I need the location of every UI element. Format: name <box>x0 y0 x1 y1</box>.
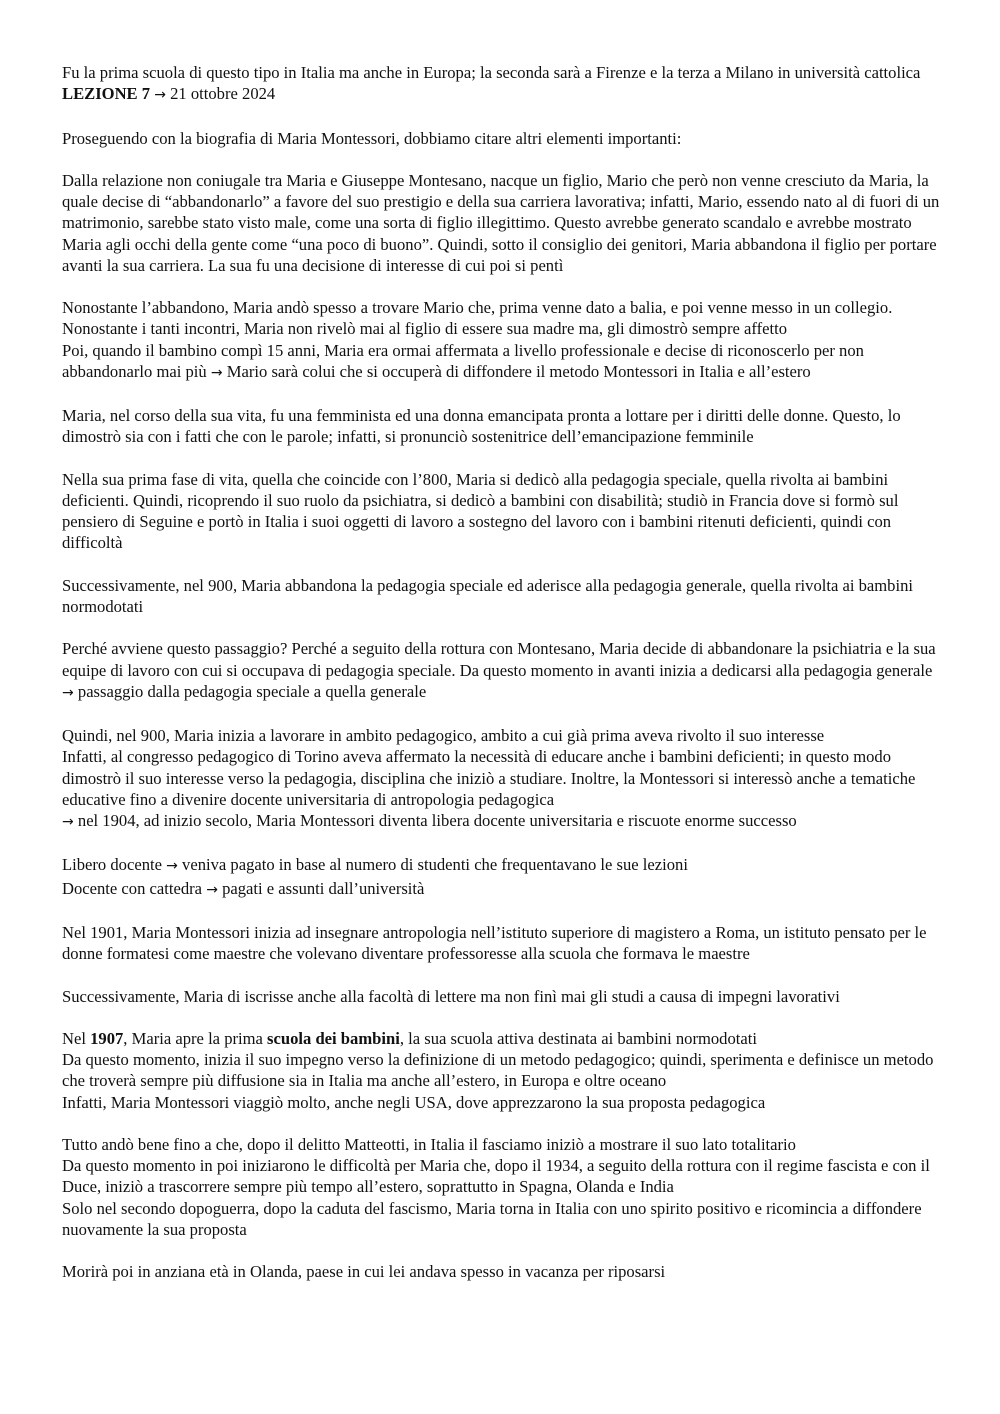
paragraph-text: Infatti, al congresso pedagogico di Torino aveva affermato la necessità di educare anche i bambini deficienti; in questo modo dimostrò il suo interesse verso la pedagogia, disciplina che iniziò a studiare. Inoltre, la Montessori si interessò anche a tematiche educative fino a divenire docente universitaria di antropologia pedagogica <box>62 747 916 809</box>
paragraph-text: Nella sua prima fase di vita, quella che coincide con l’800, Maria si dedicò alla pedagogia speciale, quella rivolta ai bambini deficienti. Quindi, ricoprendo il suo ruolo da psichiatra, si dedicò a bambini con disabilità; studiò in Francia dove si formò sul pensiero di Seguine e portò in Italia i suoi oggetti di lavoro a sostegno del lavoro con i bambini ritenuti deficienti, quindi con difficoltà <box>62 469 899 553</box>
lesson-heading <box>62 83 944 106</box>
paragraph-biography-intro <box>62 128 944 149</box>
paragraph-text: Maria, nel corso della sua vita, fu una femminista ed una donna emancipata pronta a lottare per i diritti delle donne. Questo, lo dimostrò sia con i fatti che con le parole; infatti, si pronunciò sostenitrice dell’emancipazione femminile <box>62 406 901 447</box>
paragraph-magistero <box>62 922 944 964</box>
paragraph-fascism <box>62 1134 944 1240</box>
paragraph-death <box>62 1261 944 1282</box>
paragraph-text: , la sua scuola attiva destinata ai bambini normodotati <box>399 1028 757 1048</box>
paragraph-pedagogical-work <box>62 725 944 833</box>
intro-text: Fu la prima scuola di questo tipo in Italia ma anche in Europa; la seconda sarà a Firenze e la terza a Milano in università cattolica <box>62 63 921 82</box>
paragraph-children-school <box>62 1028 944 1113</box>
arrow-icon: → <box>206 881 218 898</box>
paragraph-text: Proseguendo con la biografia di Maria Montessori, dobbiamo citare altri elementi importanti: <box>62 128 682 148</box>
lesson-date: 21 ottobre 2024 <box>170 84 276 104</box>
lesson-label: LEZIONE 7 <box>62 84 151 104</box>
arrow-icon: → <box>166 858 178 875</box>
paragraph-text: Da questo momento, inizia il suo impegno verso la definizione di un metodo pedagogico; quindi, sperimenta e definisce un metodo che troverà sempre più diffusione sia in Italia ma anche all’estero, in Europa e oltre oceano <box>62 1050 934 1091</box>
paragraph-text: passaggio dalla pedagogia speciale a quella generale <box>77 681 427 701</box>
paragraph-text: Infatti, Maria Montessori viaggiò molto, anche negli USA, dove apprezzarono la sua proposta pedagogica <box>62 1092 766 1112</box>
arrow-icon: → <box>62 684 74 701</box>
paragraph-text: Poi, quando il bambino compì 15 anni, Maria era ormai affermata a livello professionale e decise di riconoscerlo per non abbandonarlo mai più <box>62 340 864 381</box>
paragraph-text: Quindi, nel 900, Maria inizia a lavorare in ambito pedagogico, ambito a cui già prima aveva rivolto il suo interesse <box>62 726 825 746</box>
highlight-school: scuola dei bambini <box>267 1028 400 1048</box>
definition-term: Libero docente <box>62 855 162 875</box>
arrow-icon: → <box>154 87 166 104</box>
definition-text: pagati e assunti dall’università <box>222 878 425 898</box>
paragraph-text: Morirà poi in anziana età in Olanda, paese in cui lei andava spesso in vacanza per riposarsi <box>62 1262 666 1282</box>
paragraph-text: Mario sarà colui che si occuperà di diffondere il metodo Montessori in Italia e all’estero <box>226 361 811 381</box>
paragraph-transition <box>62 638 944 704</box>
paragraph-special-pedagogy <box>62 469 944 554</box>
paragraph-text: Nel 1901, Maria Montessori inizia ad insegnare antropologia nell’istituto superiore di magistero a Roma, un istituto pensato per le donne formatesi come maestre che volevano diventare professoresse alla scuola che formava le maestre <box>62 922 927 964</box>
definition-free-lecturer <box>62 854 944 877</box>
paragraph-definitions <box>62 854 944 900</box>
paragraph-text: Tutto andò bene fino a che, dopo il delitto Matteotti, in Italia il fasciamo iniziò a mostrare il suo lato totalitario <box>62 1134 796 1154</box>
definition-chair-lecturer <box>62 878 944 901</box>
paragraph-text: Successivamente, nel 900, Maria abbandona la pedagogia speciale ed aderisce alla pedagogia generale, quella rivolta ai bambini normodotati <box>62 575 913 616</box>
paragraph-text: nel 1904, ad inizio secolo, Maria Montessori diventa libera docente universitaria e riscuote enorme successo <box>77 810 797 830</box>
arrow-icon: → <box>210 364 223 381</box>
paragraph-feminism <box>62 405 944 447</box>
paragraph-line <box>62 810 944 833</box>
definition-term: Docente con cattedra <box>62 878 203 898</box>
definition-text: veniva pagato in base al numero di studenti che frequentavano le sue lezioni <box>182 855 688 875</box>
paragraph-text: Solo nel secondo dopoguerra, dopo la caduta del fascismo, Maria torna in Italia con uno spirito positivo e ricomincia a diffondere nuovamente la sua proposta <box>62 1198 922 1239</box>
highlight-year: 1907 <box>90 1028 124 1048</box>
paragraph-son-mario <box>62 170 944 276</box>
intro-paragraph <box>62 62 944 83</box>
paragraph-text: Nonostante l’abbandono, Maria andò spesso a trovare Mario che, prima venne dato a balia, e poi venne messo in un collegio. Nonostante i tanti incontri, Maria non rivelò mai al figlio di essere sua madre ma, gli dimostrò sempre affetto <box>62 298 893 339</box>
paragraph-letters-faculty <box>62 986 944 1007</box>
paragraph-text: Nel <box>62 1028 91 1048</box>
paragraph-text: Perché avviene questo passaggio? Perché a seguito della rottura con Montesano, Maria decide di abbandonare la psichiatria e la sua equipe di lavoro con cui si occupava di pedagogia speciale. Da questo momento in avanti inizia a dedicarsi alla pedagogia generale <box>62 639 936 680</box>
paragraph-text: Da questo momento in poi iniziarono le difficoltà per Maria che, dopo il 1934, a seguito della rottura con il regime fascista e con il Duce, iniziò a trascorrere sempre più tempo all’estero, soprattutto in Spagna, Olanda e India <box>62 1156 930 1197</box>
arrow-icon: → <box>62 813 74 830</box>
paragraph-general-pedagogy <box>62 575 944 617</box>
paragraph-line <box>62 1028 944 1049</box>
paragraph-text: Successivamente, Maria di iscrisse anche alla facoltà di lettere ma non finì mai gli studi a causa di impegni lavorativi <box>62 986 840 1006</box>
paragraph-text: Dalla relazione non coniugale tra Maria e Giuseppe Montesano, nacque un figlio, Mario che però non venne cresciuto da Maria, la quale decise di “abbandonarlo” a favore del suo prestigio e della sua carriera lavorativa; infatti, Mario, essendo nato al di fuori di un matrimonio, sarebbe stato visto male, come una sorta di figlio illegittimo. Questo avrebbe generato scandalo e avrebbe mostrato Maria agli occhi della gente come “una poco di buono”. Quindi, sotto il consiglio dei genitori, Maria abbandona il figlio per portare avanti la sua carriera. La sua fu una decisione di interesse di cui poi si pentì <box>62 170 940 275</box>
paragraph-abandonment <box>62 297 944 384</box>
paragraph-text: , Maria apre la prima <box>123 1028 268 1048</box>
